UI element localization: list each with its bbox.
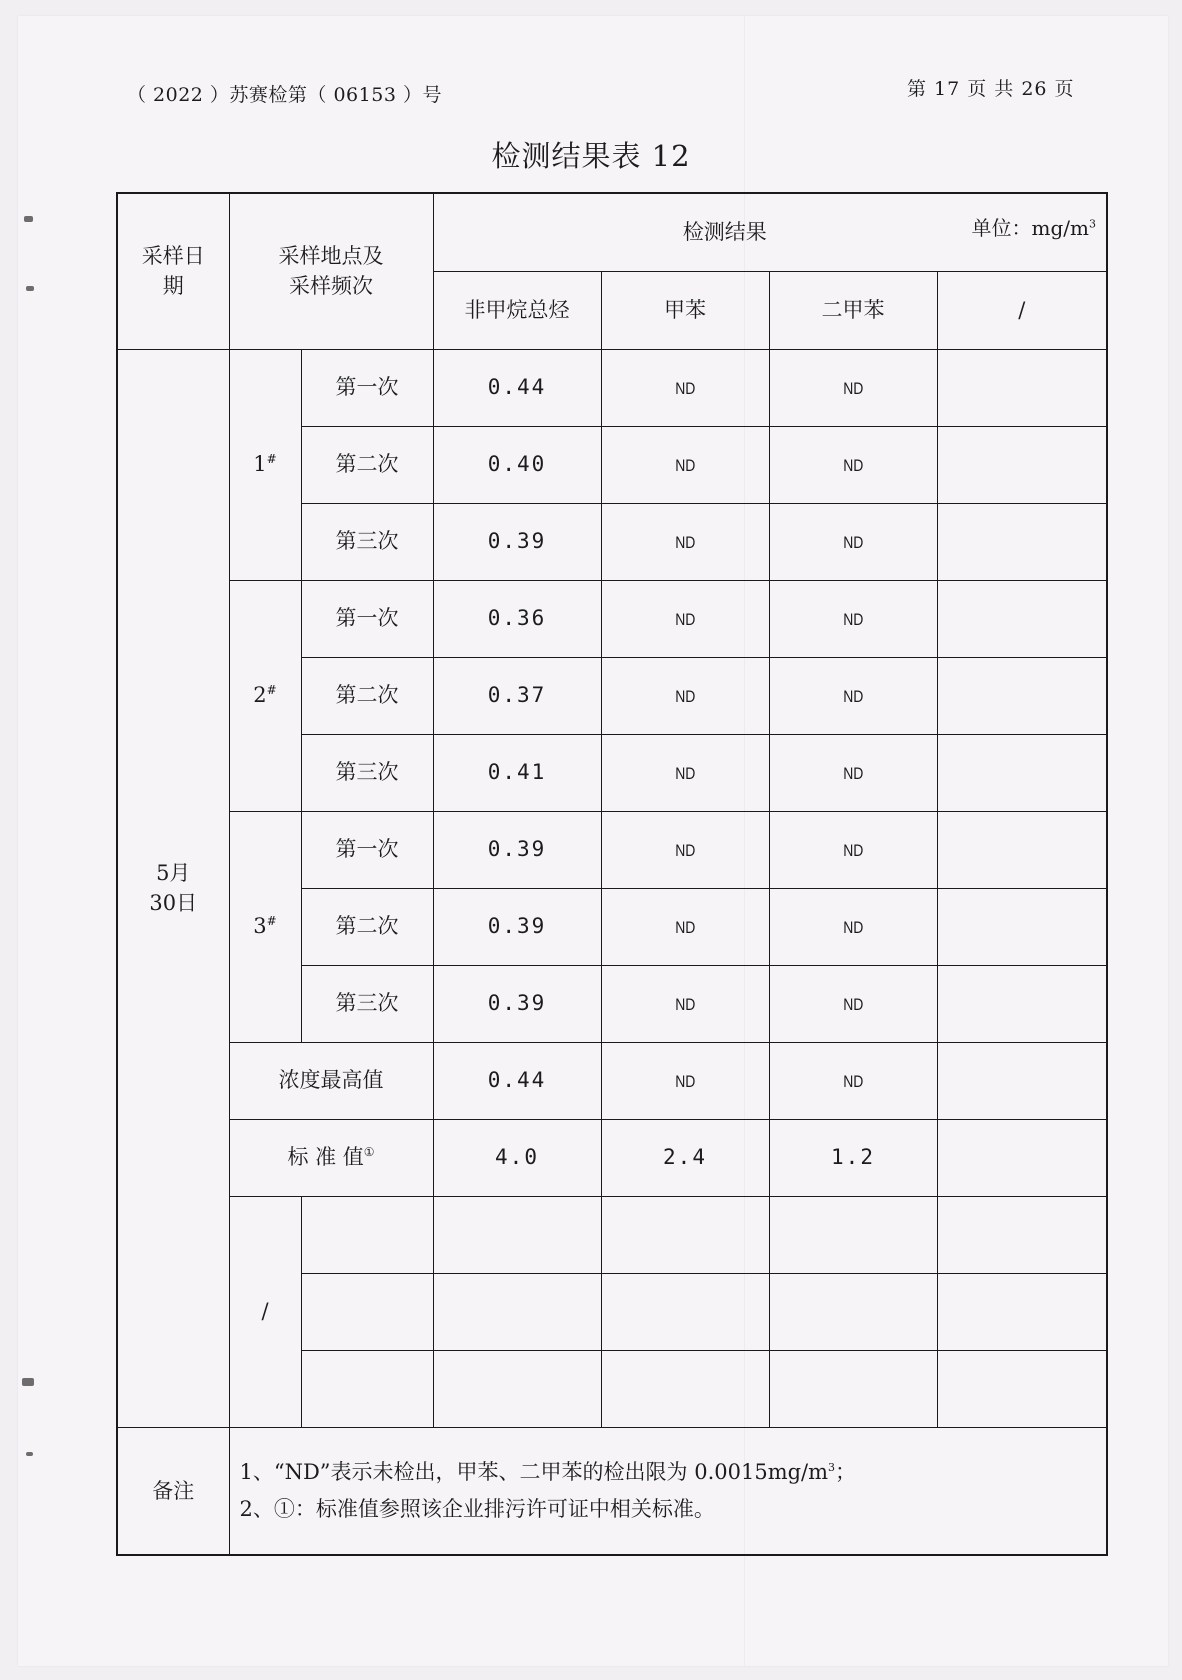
result-cell	[937, 503, 1107, 580]
scan-mark	[24, 216, 33, 222]
frequency-label: 第一次	[301, 580, 433, 657]
result-cell: 0.44	[433, 1042, 601, 1119]
result-cell: ND	[601, 888, 769, 965]
scan-mark	[26, 286, 34, 291]
blank-cell	[433, 1196, 601, 1273]
result-cell	[937, 1042, 1107, 1119]
result-cell: 0.44	[433, 349, 601, 426]
result-cell: ND	[601, 503, 769, 580]
result-cell: ND	[601, 349, 769, 426]
location-marker: 2#	[229, 580, 301, 811]
result-table	[116, 192, 1108, 1556]
max-concentration-label: 浓度最高值	[229, 1042, 433, 1119]
result-cell: 0.37	[433, 657, 601, 734]
analyte-header: 二甲苯	[769, 271, 937, 349]
result-cell	[937, 888, 1107, 965]
result-cell: 0.39	[433, 811, 601, 888]
remarks-label: 备注	[117, 1427, 229, 1555]
blank-cell	[601, 1196, 769, 1273]
blank-cell	[769, 1350, 937, 1427]
blank-cell	[433, 1350, 601, 1427]
analyte-header: 非甲烷总烃	[433, 271, 601, 349]
standard-value-label: 标 准 值①	[229, 1119, 433, 1196]
frequency-label: 第三次	[301, 734, 433, 811]
result-cell	[937, 811, 1107, 888]
frequency-label: 第一次	[301, 811, 433, 888]
sampling-date-cell: 5月30日	[117, 349, 229, 1427]
result-cell: ND	[769, 580, 937, 657]
result-cell	[937, 734, 1107, 811]
result-cell	[937, 426, 1107, 503]
blank-cell	[769, 1273, 937, 1350]
location-marker: 1#	[229, 349, 301, 580]
result-cell: 0.41	[433, 734, 601, 811]
standard-value-cell: 4.0	[433, 1119, 601, 1196]
scan-mark	[26, 1452, 33, 1456]
remark-line-1: 1、“ND”表示未检出，甲苯、二甲苯的检出限为 $0.0015mg/m^3$；	[239, 1460, 857, 1484]
result-cell: ND	[601, 657, 769, 734]
frequency-label: 第二次	[301, 426, 433, 503]
result-cell	[937, 657, 1107, 734]
result-cell: ND	[601, 580, 769, 657]
result-cell: 0.39	[433, 503, 601, 580]
result-cell: ND	[769, 734, 937, 811]
frequency-label: 第三次	[301, 965, 433, 1042]
remark-line-2: 2、①：标准值参照该企业排污许可证中相关标准。	[239, 1496, 715, 1521]
result-cell	[937, 349, 1107, 426]
page-number: 第 17 页 共 26 页	[907, 78, 1075, 100]
result-table-container	[116, 192, 1108, 1556]
blank-cell	[301, 1273, 433, 1350]
result-cell: ND	[601, 734, 769, 811]
blank-cell	[937, 1196, 1107, 1273]
frequency-label: 第二次	[301, 657, 433, 734]
page-title: 检测结果表 12	[491, 139, 691, 173]
blank-cell	[601, 1350, 769, 1427]
blank-cell	[301, 1350, 433, 1427]
standard-value-cell: 1.2	[769, 1119, 937, 1196]
blank-cell	[769, 1196, 937, 1273]
result-cell: ND	[601, 965, 769, 1042]
result-cell: ND	[769, 1042, 937, 1119]
result-cell: 0.40	[433, 426, 601, 503]
result-cell: 0.39	[433, 965, 601, 1042]
analyte-header: 甲苯	[601, 271, 769, 349]
blank-group-marker: /	[229, 1196, 301, 1427]
result-cell	[937, 965, 1107, 1042]
result-cell: ND	[769, 426, 937, 503]
header-sampling-location: 采样地点及采样频次	[229, 193, 433, 349]
result-cell: ND	[769, 503, 937, 580]
result-cell: ND	[601, 1042, 769, 1119]
report-number: （ 2022 ）苏赛检第（ 06153 ）号	[127, 84, 442, 106]
result-cell: 0.36	[433, 580, 601, 657]
result-cell: ND	[769, 888, 937, 965]
unit-label: 单位：$mg/m^3$	[971, 216, 1096, 240]
blank-cell	[433, 1273, 601, 1350]
result-cell: ND	[769, 349, 937, 426]
result-cell: ND	[769, 965, 937, 1042]
blank-cell	[937, 1273, 1107, 1350]
result-cell: ND	[601, 426, 769, 503]
result-cell: ND	[601, 811, 769, 888]
analyte-header: /	[937, 271, 1107, 349]
result-cell: ND	[769, 811, 937, 888]
frequency-label: 第三次	[301, 503, 433, 580]
header-sampling-date: 采样日期	[117, 193, 229, 349]
blank-cell	[601, 1273, 769, 1350]
blank-cell	[937, 1350, 1107, 1427]
header-results	[433, 193, 1107, 271]
standard-value-cell	[937, 1119, 1107, 1196]
frequency-label: 第二次	[301, 888, 433, 965]
result-cell: ND	[769, 657, 937, 734]
frequency-label: 第一次	[301, 349, 433, 426]
results-label: 检测结果	[682, 220, 767, 245]
standard-value-cell: 2.4	[601, 1119, 769, 1196]
result-cell: 0.39	[433, 888, 601, 965]
scan-mark	[22, 1378, 34, 1386]
remarks-content	[229, 1427, 1107, 1555]
result-cell	[937, 580, 1107, 657]
location-marker: 3#	[229, 811, 301, 1042]
blank-cell	[301, 1196, 433, 1273]
